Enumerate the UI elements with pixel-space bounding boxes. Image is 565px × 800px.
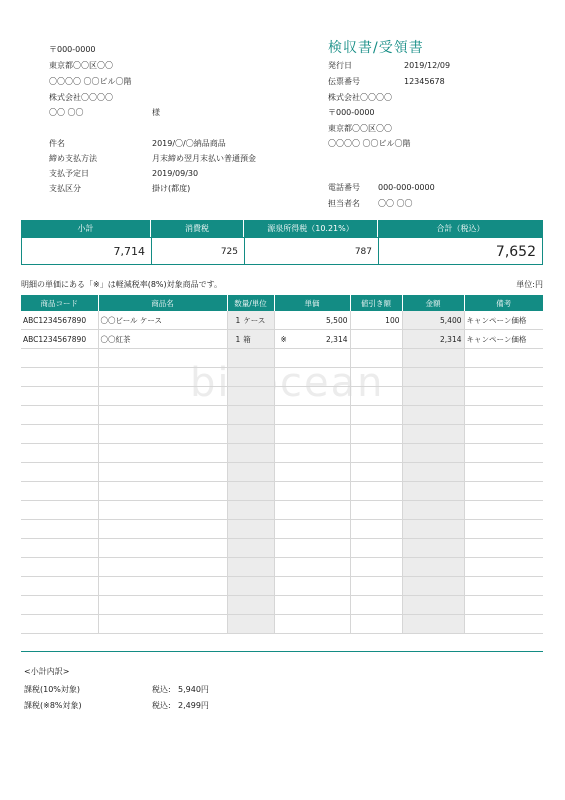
cell-discount bbox=[350, 482, 402, 501]
breakdown-taxlabel-8: 税込: bbox=[152, 701, 171, 710]
cell-price bbox=[274, 615, 350, 634]
cell-name bbox=[98, 425, 227, 444]
recipient-honorific: 様 bbox=[152, 108, 160, 117]
cell-discount bbox=[350, 444, 402, 463]
table-header-row bbox=[21, 295, 543, 311]
cell-price bbox=[274, 311, 350, 330]
cell-name: 〇〇紅茶 bbox=[98, 330, 227, 349]
recipient-person: 〇〇 〇〇 bbox=[49, 108, 84, 117]
cell-code bbox=[21, 501, 98, 520]
cell-name bbox=[98, 539, 227, 558]
col-header-remark: 備考 bbox=[464, 295, 543, 311]
slip-number: 12345678 bbox=[404, 77, 445, 86]
cell-remark bbox=[464, 558, 543, 577]
cell-code bbox=[21, 406, 98, 425]
recipient-address-2: 〇〇〇〇 〇〇ビル〇階 bbox=[49, 77, 132, 86]
cell-qty-unit bbox=[227, 349, 274, 368]
cell-qty-unit bbox=[227, 520, 274, 539]
cell-code bbox=[21, 520, 98, 539]
cell-qty-unit bbox=[227, 501, 274, 520]
summary-subtotal-label: 小計 bbox=[21, 220, 150, 237]
cell-code bbox=[21, 425, 98, 444]
cell-discount bbox=[350, 406, 402, 425]
cell-qty-unit bbox=[227, 368, 274, 387]
watermark: bizocean bbox=[190, 360, 385, 406]
recipient-company: 株式会社〇〇〇〇 bbox=[49, 93, 113, 102]
cell-discount bbox=[350, 520, 402, 539]
cell-remark bbox=[464, 501, 543, 520]
cell-amount bbox=[402, 501, 464, 520]
cell-remark bbox=[464, 368, 543, 387]
cell-price bbox=[274, 349, 350, 368]
cell-remark bbox=[464, 425, 543, 444]
cell-qty-unit bbox=[227, 406, 274, 425]
cell-price bbox=[274, 368, 350, 387]
cell-remark bbox=[464, 596, 543, 615]
cell-code bbox=[21, 596, 98, 615]
cell-code: ABC1234567890 bbox=[21, 311, 98, 330]
cell-name bbox=[98, 463, 227, 482]
col-header-code: 商品コード bbox=[21, 295, 98, 311]
cell-name bbox=[98, 368, 227, 387]
cell-remark bbox=[464, 577, 543, 596]
summary-tax: 725 bbox=[151, 237, 244, 265]
slip-number-label: 伝票番号 bbox=[328, 77, 360, 86]
table-row bbox=[21, 520, 543, 539]
cell-price bbox=[274, 596, 350, 615]
cell-unit: ケース bbox=[243, 315, 266, 325]
cell-price bbox=[274, 482, 350, 501]
table-row bbox=[21, 444, 543, 463]
breakdown-taxlabel-10: 税込: bbox=[152, 685, 171, 694]
cell-reduced-mark: ※ bbox=[280, 334, 287, 344]
cell-qty-unit bbox=[227, 330, 274, 349]
cell-amount bbox=[402, 406, 464, 425]
table-row bbox=[21, 368, 543, 387]
cell-code bbox=[21, 539, 98, 558]
cell-code: ABC1234567890 bbox=[21, 330, 98, 349]
document-title: 検収書/受領書 bbox=[328, 40, 424, 56]
cell-code bbox=[21, 387, 98, 406]
cell-remark bbox=[464, 444, 543, 463]
tel-number: 000-000-0000 bbox=[378, 183, 435, 192]
cell-amount bbox=[402, 463, 464, 482]
breakdown-value-8: 2,499円 bbox=[178, 701, 209, 710]
cell-amount bbox=[402, 444, 464, 463]
col-header-name: 商品名 bbox=[98, 295, 227, 311]
breakdown-title: <小計内訳> bbox=[24, 667, 70, 676]
table-row bbox=[21, 463, 543, 482]
col-header-price: 単価 bbox=[274, 295, 350, 311]
cell-remark: キャンペーン価格 bbox=[464, 311, 543, 330]
cell-qty: 1 bbox=[235, 334, 241, 344]
table-row bbox=[21, 577, 543, 596]
recipient-address-1: 東京都〇〇区〇〇 bbox=[49, 61, 113, 70]
cell-discount: 100 bbox=[350, 311, 402, 330]
term-label-subject: 件名 bbox=[49, 139, 65, 148]
cell-amount: 5,400 bbox=[402, 311, 464, 330]
term-value-subject: 2019/〇/〇納品商品 bbox=[152, 139, 226, 148]
cell-name bbox=[98, 615, 227, 634]
cell-name bbox=[98, 349, 227, 368]
cell-price bbox=[274, 577, 350, 596]
cell-discount bbox=[350, 425, 402, 444]
cell-remark bbox=[464, 387, 543, 406]
issue-date-label: 発行日 bbox=[328, 61, 352, 70]
cell-amount bbox=[402, 368, 464, 387]
cell-discount bbox=[350, 463, 402, 482]
table-row bbox=[21, 482, 543, 501]
term-value-payment-method: 月末締め翌月末払い普通預金 bbox=[152, 154, 256, 163]
cell-amount bbox=[402, 615, 464, 634]
table-row bbox=[21, 596, 543, 615]
cell-discount bbox=[350, 596, 402, 615]
cell-qty-unit bbox=[227, 596, 274, 615]
tel-label: 電話番号 bbox=[328, 183, 360, 192]
col-header-amount: 金額 bbox=[402, 295, 464, 311]
breakdown-label-8: 課税(※8%対象) bbox=[24, 701, 82, 710]
cell-qty-unit bbox=[227, 311, 274, 330]
cell-discount bbox=[350, 558, 402, 577]
summary-subtotal: 7,714 bbox=[21, 237, 151, 265]
col-header-qty: 数量/単位 bbox=[227, 295, 274, 311]
summary-total-label: 合計（税込） bbox=[378, 220, 543, 237]
cell-amount bbox=[402, 520, 464, 539]
table-row bbox=[21, 406, 543, 425]
cell-qty-unit bbox=[227, 387, 274, 406]
cell-qty-unit bbox=[227, 615, 274, 634]
table-row bbox=[21, 311, 543, 330]
term-value-payment-type: 掛け(都度) bbox=[152, 184, 191, 193]
cell-price bbox=[274, 463, 350, 482]
cell-discount bbox=[350, 330, 402, 349]
table-row bbox=[21, 615, 543, 634]
summary-total: 7,652 bbox=[378, 237, 543, 265]
cell-qty: 1 bbox=[235, 315, 241, 325]
cell-remark bbox=[464, 463, 543, 482]
cell-amount bbox=[402, 596, 464, 615]
cell-price bbox=[274, 425, 350, 444]
cell-qty-unit bbox=[227, 444, 274, 463]
cell-name bbox=[98, 520, 227, 539]
cell-price bbox=[274, 501, 350, 520]
cell-name bbox=[98, 444, 227, 463]
cell-price bbox=[274, 520, 350, 539]
cell-unit: 箱 bbox=[243, 334, 251, 344]
cell-name bbox=[98, 482, 227, 501]
cell-amount bbox=[402, 558, 464, 577]
cell-code bbox=[21, 368, 98, 387]
cell-remark: キャンペーン価格 bbox=[464, 330, 543, 349]
table-row bbox=[21, 330, 543, 349]
table-bottom-rule bbox=[21, 651, 543, 652]
cell-code bbox=[21, 444, 98, 463]
cell-qty-unit bbox=[227, 577, 274, 596]
cell-code bbox=[21, 615, 98, 634]
cell-name bbox=[98, 387, 227, 406]
cell-name bbox=[98, 558, 227, 577]
table-row bbox=[21, 558, 543, 577]
cell-amount bbox=[402, 425, 464, 444]
cell-amount: 2,314 bbox=[402, 330, 464, 349]
cell-qty-unit bbox=[227, 539, 274, 558]
issue-date: 2019/12/09 bbox=[404, 61, 451, 70]
cell-qty-unit bbox=[227, 558, 274, 577]
cell-qty-unit bbox=[227, 425, 274, 444]
cell-code bbox=[21, 482, 98, 501]
cell-name bbox=[98, 596, 227, 615]
cell-qty-unit bbox=[227, 463, 274, 482]
issuer-zip: 〒000-0000 bbox=[328, 108, 375, 117]
cell-discount bbox=[350, 501, 402, 520]
cell-name bbox=[98, 406, 227, 425]
cell-remark bbox=[464, 615, 543, 634]
cell-amount bbox=[402, 387, 464, 406]
table-row bbox=[21, 501, 543, 520]
cell-remark bbox=[464, 406, 543, 425]
cell-name: 〇〇ビール ケース bbox=[98, 311, 227, 330]
cell-amount bbox=[402, 482, 464, 501]
cell-amount bbox=[402, 577, 464, 596]
recipient-zip: 〒000-0000 bbox=[49, 45, 96, 54]
cell-price bbox=[274, 406, 350, 425]
staff-label: 担当者名 bbox=[328, 199, 360, 208]
issuer-address-2: 〇〇〇〇 〇〇ビル〇階 bbox=[328, 139, 411, 148]
cell-code bbox=[21, 558, 98, 577]
table-row bbox=[21, 539, 543, 558]
staff-name: 〇〇 〇〇 bbox=[378, 199, 413, 208]
summary-tax-label: 消費税 bbox=[151, 220, 243, 237]
issuer-address-1: 東京都〇〇区〇〇 bbox=[328, 124, 392, 133]
cell-price-value: 5,500 bbox=[326, 315, 348, 325]
summary-withholding: 787 bbox=[244, 237, 378, 265]
cell-amount bbox=[402, 539, 464, 558]
col-header-discount: 値引き額 bbox=[350, 295, 402, 311]
cell-remark bbox=[464, 482, 543, 501]
summary-withholding-label: 源泉所得税（10.21%） bbox=[244, 220, 377, 237]
table-row bbox=[21, 349, 543, 368]
cell-price bbox=[274, 444, 350, 463]
breakdown-value-10: 5,940円 bbox=[178, 685, 209, 694]
term-label-payment-method: 締め支払方法 bbox=[49, 154, 97, 163]
cell-discount bbox=[350, 539, 402, 558]
cell-amount bbox=[402, 349, 464, 368]
table-row bbox=[21, 425, 543, 444]
cell-discount bbox=[350, 368, 402, 387]
cell-code bbox=[21, 577, 98, 596]
cell-price bbox=[274, 539, 350, 558]
issuer-company: 株式会社〇〇〇〇 bbox=[328, 93, 392, 102]
cell-remark bbox=[464, 349, 543, 368]
reduced-tax-note: 明細の単価にある「※」は軽減税率(8%)対象商品です。 bbox=[21, 280, 222, 289]
cell-price bbox=[274, 330, 350, 349]
cell-price bbox=[274, 558, 350, 577]
term-label-due-date: 支払予定日 bbox=[49, 169, 89, 178]
cell-remark bbox=[464, 520, 543, 539]
cell-discount bbox=[350, 577, 402, 596]
table-row bbox=[21, 387, 543, 406]
cell-qty-unit bbox=[227, 482, 274, 501]
cell-code bbox=[21, 463, 98, 482]
cell-price bbox=[274, 387, 350, 406]
cell-discount bbox=[350, 387, 402, 406]
cell-name bbox=[98, 501, 227, 520]
term-value-due-date: 2019/09/30 bbox=[152, 169, 199, 178]
cell-price-value: 2,314 bbox=[326, 334, 348, 344]
cell-code bbox=[21, 349, 98, 368]
cell-name bbox=[98, 577, 227, 596]
breakdown-label-10: 課税(10%対象) bbox=[24, 685, 81, 694]
term-label-payment-type: 支払区分 bbox=[49, 184, 81, 193]
cell-discount bbox=[350, 349, 402, 368]
unit-note: 単位:円 bbox=[516, 280, 543, 289]
cell-discount bbox=[350, 615, 402, 634]
detail-table bbox=[21, 295, 543, 634]
cell-remark bbox=[464, 539, 543, 558]
